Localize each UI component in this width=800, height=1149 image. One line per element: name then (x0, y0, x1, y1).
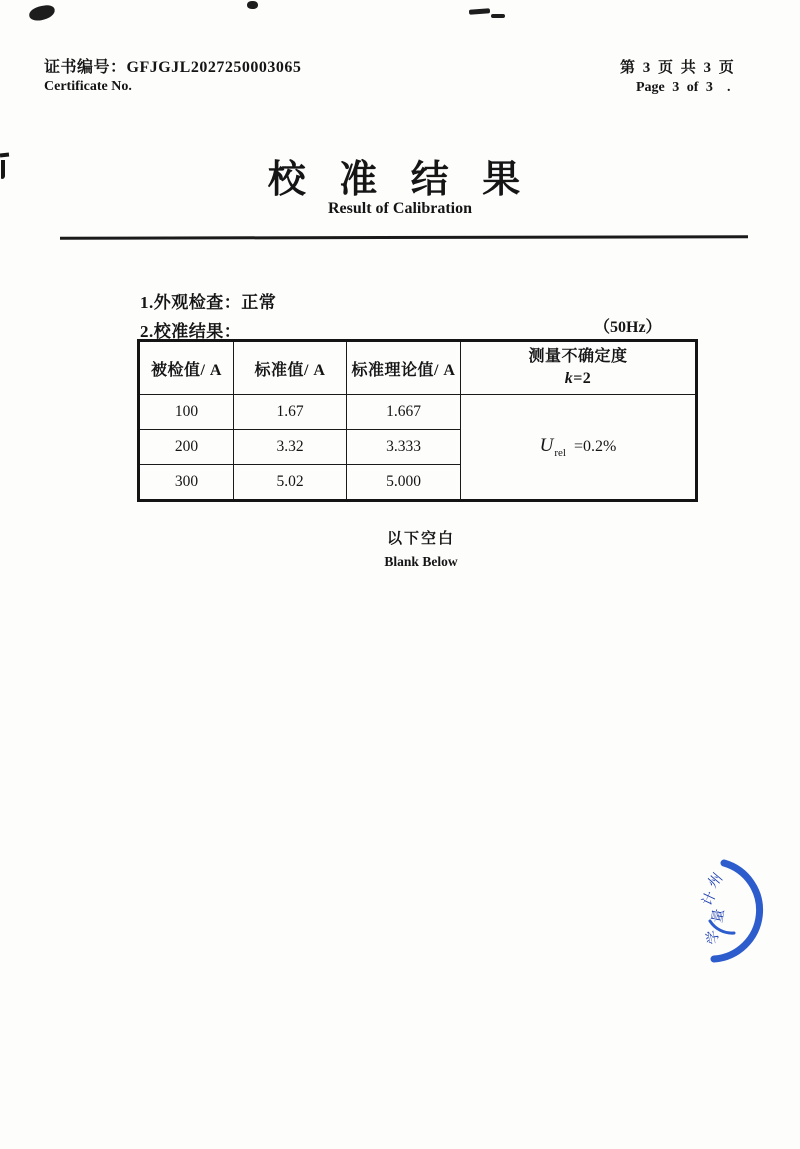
scan-speck (247, 1, 258, 9)
page-number-period: . (726, 80, 731, 95)
title-divider-rule (60, 235, 748, 239)
page-number-cn: 第 3 页 共 3 页 (620, 60, 736, 76)
certificate-number: GFJGJL2027250003065 (126, 59, 302, 76)
blank-below-en: Blank Below (384, 554, 458, 569)
header-theoretical-value: 标准理论值/ A (347, 341, 461, 395)
table-header-row (139, 341, 697, 395)
certificate-number-line (44, 54, 301, 77)
seal-character: 量 (710, 907, 728, 925)
scan-speck (28, 4, 56, 22)
cell-standard-value: 5.02 (234, 465, 347, 501)
seal-character: 学 (705, 928, 723, 946)
cell-tested-value: 200 (139, 430, 234, 465)
official-seal-partial (668, 845, 800, 975)
seal-character: 州 (705, 870, 727, 892)
certificate-label-cn: 证书编号： (44, 59, 127, 76)
page-number-en-text: Page 3 of 3 (636, 80, 713, 95)
cell-theoretical-value: 5.000 (347, 465, 461, 501)
cell-uncertainty-value (461, 395, 697, 501)
cell-standard-value: 3.32 (234, 430, 347, 465)
blank-below-cn: 以下空白 (386, 531, 455, 547)
blank-below-block (42, 527, 800, 570)
header-tested-value: 被检值/ A (139, 341, 234, 395)
uncertainty-k-line (461, 368, 695, 390)
u-value: =0.2% (573, 438, 617, 456)
calibration-results-table (137, 339, 698, 502)
page-number-block (620, 56, 736, 96)
page-title-en: Result of Calibration (328, 200, 472, 217)
frequency-note: （50Hz） (594, 319, 662, 336)
seal-character: 计 (700, 889, 720, 909)
certificate-number-block (44, 54, 301, 95)
uncertainty-title: 测量不确定度 (528, 348, 628, 366)
u-symbol: U (539, 435, 554, 457)
scan-speck (469, 8, 490, 14)
certificate-label-en: Certificate No. (44, 79, 132, 94)
u-subscript: rel (554, 446, 566, 459)
cell-tested-value: 100 (139, 395, 234, 430)
page-number-en (636, 80, 736, 96)
cell-theoretical-value: 3.333 (347, 430, 461, 465)
table-row (139, 395, 697, 430)
k-value: =2 (573, 370, 592, 387)
header-standard-value: 标准值/ A (234, 341, 347, 395)
visual-inspection-line: 1.外观检查：正常 (140, 293, 277, 312)
scan-speck (491, 14, 505, 18)
header-uncertainty (461, 341, 697, 395)
cell-theoretical-value: 1.667 (347, 395, 461, 430)
calibration-result-line: 2.校准结果： (140, 322, 242, 341)
page-title-cn: 校 准 结 果 (267, 159, 533, 201)
cell-tested-value: 300 (139, 465, 234, 501)
k-symbol: k (564, 370, 574, 387)
cell-standard-value: 1.67 (234, 395, 347, 430)
